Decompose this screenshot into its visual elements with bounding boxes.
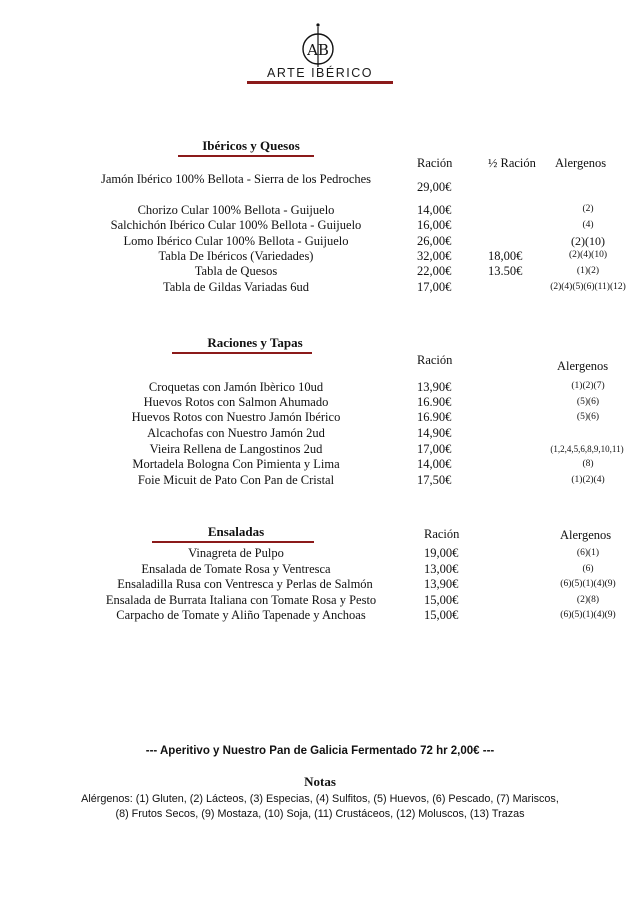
list-item-allergens: (5)(6) <box>576 397 600 407</box>
list-item-price: 16,00€ <box>417 218 452 232</box>
brand-name: ARTE IBÉRICO <box>267 66 373 80</box>
list-item-name: Croquetas con Jamón Ibèrico 10ud <box>148 380 324 394</box>
list-item-name: Tabla de Gildas Variadas 6ud <box>162 280 310 294</box>
list-item-price: 13,00€ <box>424 562 459 576</box>
list-item-name: Huevos Rotos con Salmon Ahumado <box>143 395 329 409</box>
list-item-allergens: (2)(10) <box>571 234 605 248</box>
list-item-allergens: (8) <box>582 459 594 469</box>
brand-underline <box>247 81 393 84</box>
list-item-allergens: (6) <box>582 564 594 574</box>
header-alergenos: Alergenos <box>560 528 612 542</box>
list-item-allergens: (5)(6) <box>576 412 600 422</box>
list-item-allergens: (2)(8) <box>576 595 600 605</box>
list-item-price: 14,00€ <box>417 203 452 217</box>
list-item-name: Tabla De Ibéricos (Variedades) <box>158 249 314 263</box>
list-item-name: Vieira Rellena de Langostinos 2ud <box>149 442 323 456</box>
list-item-name: Alcachofas con Nuestro Jamón 2ud <box>147 426 325 440</box>
list-item-half-price: 13.50€ <box>488 264 523 278</box>
list-item-name: Mortadela Bologna Con Pimienta y Lima <box>132 457 340 471</box>
list-item-allergens: (2)(4)(5)(6)(11)(12) <box>550 282 626 292</box>
logo-letters: AB <box>307 41 329 59</box>
list-item-price: 15,00€ <box>424 593 459 607</box>
list-item-name: Chorizo Cular 100% Bellota - Guijuelo <box>137 203 335 217</box>
list-item-allergens: (6)(5)(1)(4)(9) <box>560 610 616 620</box>
list-item-price: 22,00€ <box>417 264 452 278</box>
allergen-legend <box>40 792 600 822</box>
section-title-ensaladas: Ensaladas <box>207 524 265 539</box>
header-alergenos: Alergenos <box>557 359 609 373</box>
list-item-price: 16.90€ <box>417 410 452 424</box>
list-item-allergens: (2)(4)(10) <box>569 250 607 260</box>
list-item-allergens: (1)(2)(4) <box>571 475 605 485</box>
list-item-name: Foie Micuit de Pato Con Pan de Cristal <box>137 473 335 487</box>
list-item-price: 14,00€ <box>417 457 452 471</box>
allergen-legend-line: (8) Frutos Secos, (9) Mostaza, (10) Soja, (11) Crustáceos, (12) Moluscos, (13) Trazas <box>115 808 525 820</box>
section-title-raciones: Raciones y Tapas <box>207 335 303 350</box>
list-item-price: 17,00€ <box>417 442 452 456</box>
list-item-name: Tabla de Quesos <box>194 264 278 278</box>
list-item-price: 13,90€ <box>417 380 452 394</box>
list-item-allergens: (2) <box>582 204 594 214</box>
list-item-name: Ensalada de Burrata Italiana con Tomate Rosa y Pesto <box>105 593 377 607</box>
list-item-price: 17,00€ <box>417 280 452 294</box>
list-item-price: 19,00€ <box>424 546 459 560</box>
section-title-ibericos: Ibéricos y Quesos <box>202 138 300 153</box>
notes-title: Notas <box>304 774 336 789</box>
list-item-price: 16.90€ <box>417 395 452 409</box>
list-item-name: Lomo Ibérico Cular 100% Bellota - Guijuelo <box>123 234 349 248</box>
list-item-half-price: 18,00€ <box>488 249 523 263</box>
header-racion: Ración <box>424 527 460 541</box>
section-rule-ensaladas <box>152 541 314 543</box>
list-item-allergens: (6)(5)(1)(4)(9) <box>560 579 616 589</box>
section-rule-raciones <box>172 352 312 354</box>
list-item-price: 17,50€ <box>417 473 452 487</box>
list-item-price: 26,00€ <box>417 234 452 248</box>
header-half-racion: ½ Ración <box>488 156 536 170</box>
list-item-allergens: (1)(2)(7) <box>571 381 605 391</box>
list-item-price: 32,00€ <box>417 249 452 263</box>
list-item-name: Ensalada de Tomate Rosa y Ventresca <box>141 562 331 576</box>
list-item-name: Vinagreta de Pulpo <box>188 546 284 560</box>
list-item-name: Ensaladilla Rusa con Ventresca y Perlas de Salmón <box>117 577 373 591</box>
header-racion: Ración <box>417 353 453 367</box>
list-item-name: Salchichón Ibérico Cular 100% Bellota - Guijuelo <box>110 218 362 232</box>
list-item-price: 13,90€ <box>424 577 459 591</box>
list-item-name: Huevos Rotos con Nuestro Jamón Ibérico <box>131 410 341 424</box>
list-item-allergens: (4) <box>582 220 594 230</box>
aperitivo-line: --- Aperitivo y Nuestro Pan de Galicia Fermentado 72 hr 2,00€ --- <box>145 745 495 757</box>
list-item-price: 15,00€ <box>424 608 459 622</box>
header-racion: Ración <box>417 156 453 170</box>
allergen-legend-line: Alérgenos: (1) Gluten, (2) Lácteos, (3) Especias, (4) Sulfitos, (5) Huevos, (6) Pescado, (7) Mariscos, <box>81 793 559 805</box>
logo-emblem <box>296 22 340 70</box>
list-item-allergens: (1,2,4,5,6,8,9,10,11) <box>550 444 624 454</box>
header-alergenos: Alergenos <box>555 156 607 170</box>
list-item-allergens: (6)(1) <box>576 548 600 558</box>
list-item-name: Carpacho de Tomate y Aliño Tapenade y Anchoas <box>116 608 366 622</box>
section-rule-ibericos <box>178 155 314 157</box>
list-item-name: Jamón Ibérico 100% Bellota - Sierra de los Pedroches <box>100 172 372 186</box>
list-item-price: 29,00€ <box>417 180 452 194</box>
list-item-price: 14,90€ <box>417 426 452 440</box>
list-item-allergens: (1)(2) <box>576 266 600 276</box>
